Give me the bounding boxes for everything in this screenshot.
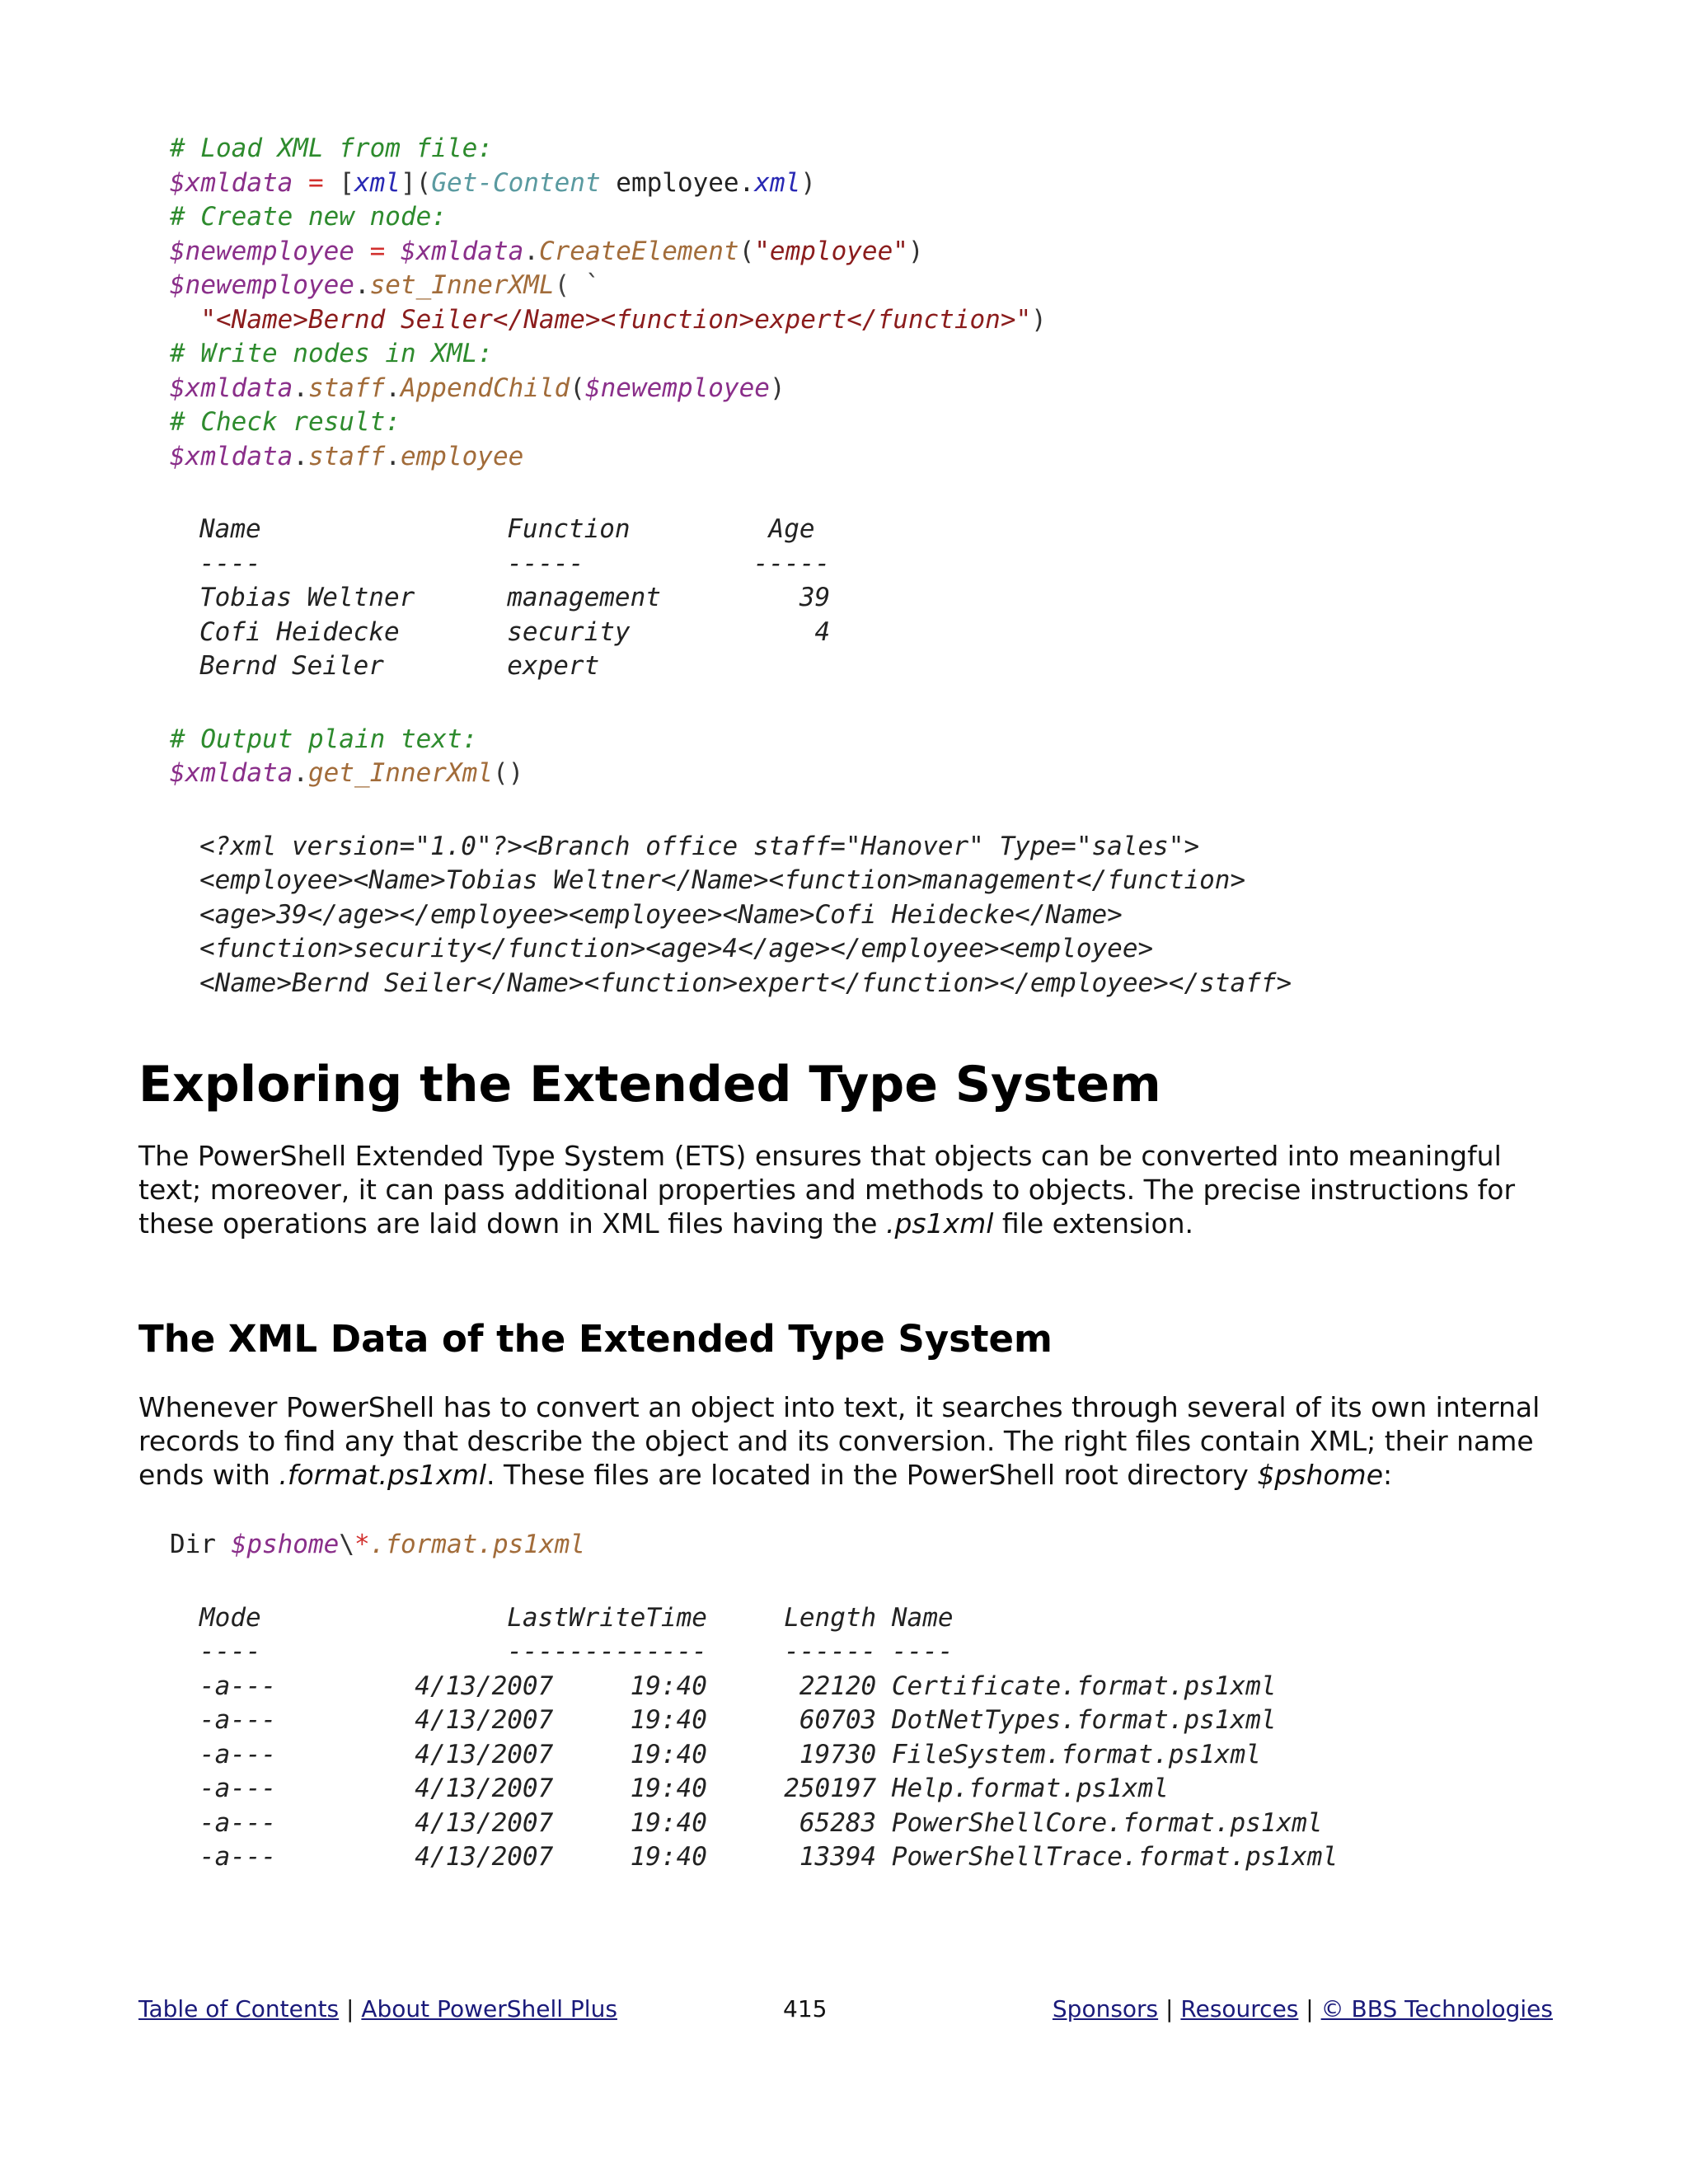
paragraph-xml-data [138, 1390, 1553, 1492]
code-string: "employee" [754, 236, 908, 266]
output-line: ---- ----- ----- [199, 548, 831, 579]
output-line: -a--- 4/13/2007 19:40 22120 Certificate.format.ps1xml [199, 1671, 1277, 1701]
output-line: Mode LastWriteTime Length Name [199, 1602, 954, 1633]
footer-left-links [138, 1993, 617, 2026]
sponsors-link[interactable]: Sponsors [1052, 1995, 1159, 2022]
code-punct: ) [1031, 304, 1047, 335]
code-operator: = [293, 167, 340, 198]
code-member: .format.ps1xml [369, 1530, 585, 1559]
code-punct: () [492, 758, 524, 788]
code-type: xml [754, 167, 801, 198]
output-line: -a--- 4/13/2007 19:40 250197 Help.format.ps1xml [199, 1774, 1169, 1803]
page-content [138, 132, 1553, 1875]
code-punct: ) [800, 167, 816, 198]
code-punct: . [385, 441, 401, 471]
output-line: -a--- 4/13/2007 19:40 60703 DotNetTypes.format.ps1xml [199, 1705, 1277, 1735]
code-cmdlet: Get-Content [431, 167, 601, 198]
code-variable: $newemployee [584, 373, 770, 403]
output-line: <age>39</age></employee><employee><Name>Cofi Heidecke</Name> [199, 899, 1123, 930]
output-line: -a--- 4/13/2007 19:40 65283 PowerShellCore.format.ps1xml [199, 1807, 1323, 1838]
paragraph-text: The PowerShell Extended Type System (ETS) ensures that objects can be converted into meaningful text; moreover, it can pass additional properties and methods to objects. The precise instructions for these operations are laid down in XML files having the [138, 1140, 1516, 1240]
code-punct: ( [570, 373, 585, 403]
page-number: 415 [783, 1995, 828, 2022]
code-operator: * [354, 1530, 370, 1559]
paragraph-text: file extension. [993, 1207, 1194, 1240]
code-punct: . [293, 758, 308, 788]
code-variable: $newemployee [170, 270, 354, 300]
paragraph-text: Whenever PowerShell has to convert an object into text, it searches through several of its own internal records to find any that describe the object and its conversion. The right files contain XML; their name ends with [138, 1391, 1540, 1491]
output-line: <employee><Name>Tobias Weltner</Name><function>management</function> [199, 865, 1246, 895]
paragraph-emphasis: .ps1xml [885, 1207, 994, 1240]
code-member: staff [307, 441, 386, 471]
output-file-listing [199, 1601, 1553, 1875]
code-variable: $xmldata [170, 441, 293, 471]
output-line: -a--- 4/13/2007 19:40 19730 FileSystem.format.ps1xml [199, 1739, 1261, 1769]
output-xml-text [199, 830, 1553, 1001]
code-string: "<Name>Bernd Seiler</Name><function>expert</function>" [170, 304, 1032, 335]
code-variable: $pshome [231, 1530, 340, 1559]
code-comment: # Output plain text: [170, 724, 478, 754]
paragraph-ets-intro [138, 1139, 1553, 1240]
output-line: Bernd Seiler expert [199, 651, 600, 681]
footer-separator: | [1298, 1995, 1321, 2022]
output-line: -a--- 4/13/2007 19:40 13394 PowerShellTrace.format.ps1xml [199, 1842, 1339, 1872]
code-member: CreateElement [538, 236, 739, 266]
output-line: <function>security</function><age>4</age></employee><employee> [199, 934, 1154, 963]
code-punct: ) [907, 236, 924, 266]
code-variable: $xmldata [170, 373, 293, 403]
footer-right-links [1053, 1993, 1553, 2026]
code-punct: [ [339, 167, 354, 198]
code-punct: \ [339, 1530, 354, 1559]
code-cmdlet: Dir [170, 1530, 232, 1559]
subsection-heading-xml-data: The XML Data of the Extended Type System [138, 1317, 1053, 1361]
code-variable: $newemployee [170, 236, 354, 266]
about-link[interactable]: About PowerShell Plus [361, 1995, 617, 2022]
code-member: staff [307, 373, 386, 403]
code-punct: ]( [400, 167, 432, 198]
page-footer [138, 1993, 1553, 2026]
output-line: <Name>Bernd Seiler</Name><function>expert</function></employee></staff> [199, 968, 1292, 998]
code-operator: = [354, 236, 401, 266]
code-member: set_InnerXML [369, 270, 555, 300]
code-punct: . [385, 373, 401, 403]
resources-link[interactable]: Resources [1180, 1995, 1299, 2022]
code-comment: # Check result: [170, 407, 401, 437]
output-employee-table [199, 513, 1553, 684]
code-punct: ( ` [554, 270, 601, 300]
code-block-dir [170, 1528, 1553, 1563]
code-comment: # Write nodes in XML: [170, 339, 493, 368]
section-heading-ets: Exploring the Extended Type System [138, 1056, 1161, 1113]
code-punct: . [293, 373, 308, 403]
output-line: Name Function Age [199, 514, 815, 544]
code-member: AppendChild [400, 373, 570, 403]
code-punct: . [293, 441, 308, 471]
paragraph-text: : [1383, 1459, 1393, 1491]
code-comment: # Load XML from file: [170, 134, 493, 163]
code-member: employee [400, 441, 524, 471]
footer-separator: | [1158, 1995, 1181, 2022]
code-variable: $xmldata [170, 758, 293, 788]
code-comment: # Create new node: [170, 202, 447, 232]
code-type: xml [354, 167, 401, 198]
code-member: get_InnerXml [307, 758, 493, 788]
paragraph-emphasis: .format.ps1xml [279, 1459, 487, 1491]
footer-separator: | [339, 1995, 362, 2022]
code-punct: . [523, 236, 539, 266]
code-punct: ) [769, 373, 785, 403]
bbs-link[interactable]: © BBS Technologies [1320, 1995, 1553, 2022]
code-argument: employee. [600, 167, 755, 198]
code-punct: ( [738, 236, 755, 266]
paragraph-text: . These files are located in the PowerShell root directory [486, 1459, 1258, 1491]
toc-link[interactable]: Table of Contents [138, 1995, 340, 2022]
output-line: Tobias Weltner management 39 [199, 583, 831, 612]
code-block-xml-load [170, 132, 1553, 474]
code-punct: . [354, 270, 370, 300]
output-line: Cofi Heidecke security 4 [199, 616, 831, 647]
code-variable: $xmldata [170, 167, 293, 198]
code-variable: $xmldata [400, 236, 524, 266]
output-line: <?xml version="1.0"?><Branch office staff="Hanover" Type="sales"> [199, 831, 1200, 861]
code-block-inner-xml [170, 723, 1553, 791]
output-line: ---- ------------- ------ ---- [199, 1637, 954, 1666]
paragraph-emphasis: $pshome [1257, 1459, 1384, 1491]
